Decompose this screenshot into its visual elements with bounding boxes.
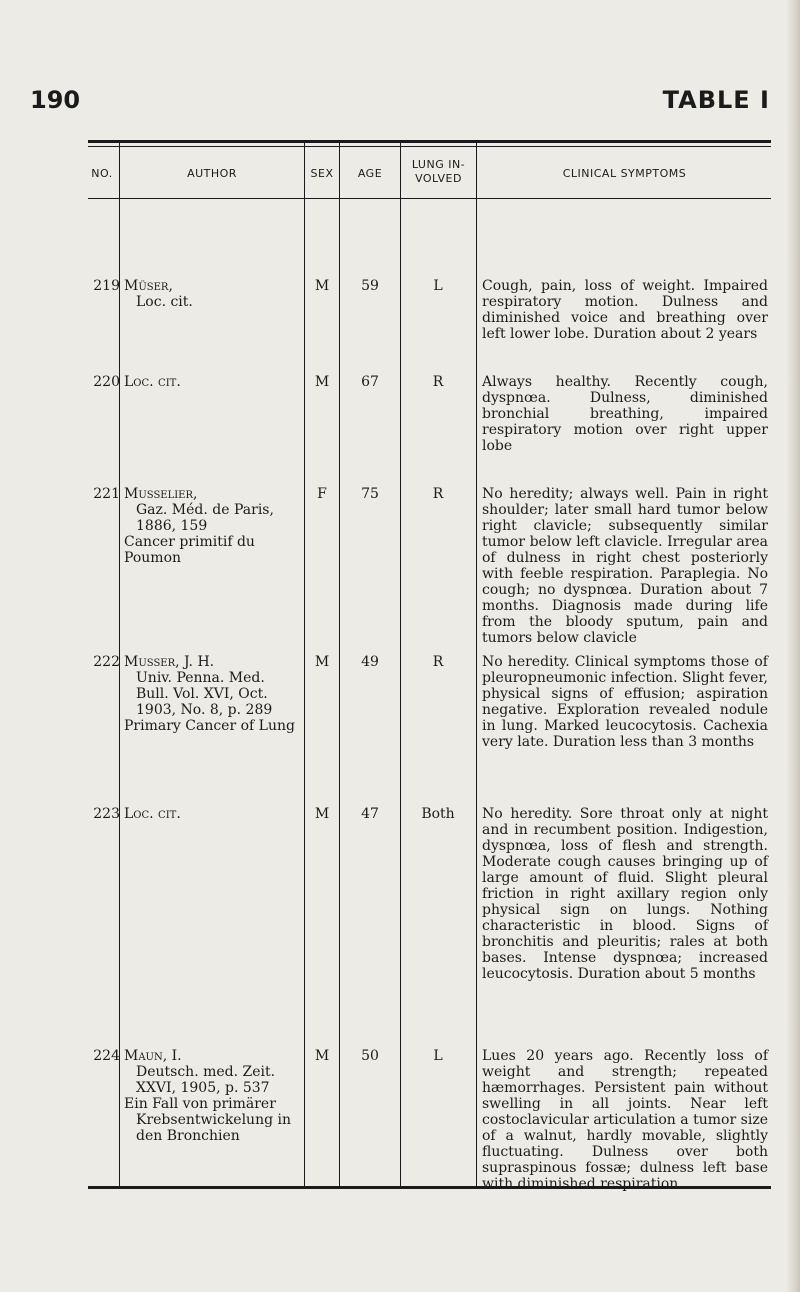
page-edge-shadow: [786, 0, 800, 1292]
col-header-author: AUTHOR: [187, 167, 237, 180]
author-reference: Deutsch. med. Zeit.: [136, 1064, 276, 1080]
col-header-no: NO.: [91, 167, 113, 180]
sex-value: M: [314, 1048, 330, 1064]
author-reference-title: Ein Fall von primärer: [124, 1096, 276, 1112]
page-number: 190: [30, 86, 81, 114]
case-number: 219: [93, 278, 120, 294]
col-header-age: AGE: [357, 167, 383, 180]
author-reference-title: den Bronchien: [136, 1128, 240, 1144]
symptoms-text: No heredity. Sore throat only at night and in recumbent position. Indigestion, dyspnœa, loss of flesh and strength. Moderate cough causes bringing up of large amount of fluid. Slight pleural friction in right axillary region only physical sign on lungs. Nothing characteristic in blood. Signs of bronchitis and pleuritis; rales at both bases. Intense dyspnœa; increased leucocytosis. Duration about 5 months: [482, 806, 768, 982]
sex-value: M: [314, 374, 330, 390]
lung-value: L: [433, 278, 443, 294]
col-header-lung: [401, 158, 476, 186]
age-value: 75: [361, 486, 379, 502]
case-number: 222: [93, 654, 120, 670]
sex-value: F: [317, 486, 327, 502]
author-name: Musser, J. H.: [124, 654, 215, 670]
author-cell: [124, 806, 300, 822]
case-number: 223: [93, 806, 120, 822]
author-reference-title: Krebsentwickelung in: [136, 1112, 291, 1128]
author-reference: Loc. cit.: [124, 374, 181, 390]
lung-value: L: [433, 1048, 443, 1064]
author-reference-title: Cancer primitif du Poumon: [124, 534, 255, 566]
author-reference: XXVI, 1905, p. 537: [136, 1080, 270, 1096]
lung-value: R: [432, 654, 444, 670]
case-number: 221: [93, 486, 120, 502]
author-reference: 1886, 159: [136, 518, 208, 534]
age-value: 50: [361, 1048, 379, 1064]
author-name: Musselier,: [124, 486, 198, 502]
symptoms-text: Always healthy. Recently cough, dyspnœa. Dulness, diminished bronchial breathing, impaired respiratory motion over right upper lobe: [482, 374, 768, 454]
author-reference: Univ. Penna. Med.: [136, 670, 265, 686]
age-value: 59: [361, 278, 379, 294]
lung-value: R: [432, 374, 444, 390]
header-bottom-rule: [88, 198, 771, 199]
author-cell: [124, 486, 300, 566]
author-reference: Gaz. Méd. de Paris,: [136, 502, 274, 518]
author-reference: 1903, No. 8, p. 289: [136, 702, 273, 718]
age-value: 47: [361, 806, 379, 822]
author-name: Müser,: [124, 278, 173, 294]
author-reference: Loc. cit.: [124, 806, 181, 822]
table-top-rule: [88, 140, 771, 143]
symptoms-text: Lues 20 years ago. Recently loss of weight and strength; repeated hæmorrhages. Persistent pain without swelling in all joints. Near left costoclavicular articulation a tumor size of a walnut, hardly movable, slightly fluctuating. Dulness over both supraspinous fossæ; dulness left base with diminished respiration.: [482, 1048, 768, 1192]
table-title: TABLE I: [662, 86, 770, 114]
author-reference-title: Primary Cancer of Lung: [124, 718, 295, 734]
col-header-symptoms: CLINICAL SYMPTOMS: [562, 167, 687, 180]
age-value: 49: [361, 654, 379, 670]
author-cell: [124, 1048, 300, 1144]
col-header-lung-line1: LUNG IN-: [411, 158, 466, 171]
author-cell: [124, 654, 300, 734]
author-cell: [124, 278, 300, 310]
sex-value: M: [314, 806, 330, 822]
author-reference: Bull. Vol. XVI, Oct.: [136, 686, 268, 702]
sex-value: M: [314, 278, 330, 294]
author-name: Maun, I.: [124, 1048, 182, 1064]
column-rule-lung: [476, 142, 477, 1187]
col-header-sex: SEX: [310, 167, 334, 180]
lung-value: Both: [421, 806, 455, 822]
table-top-rule-thin: [88, 146, 771, 147]
page-header: [30, 86, 770, 126]
author-reference: Loc. cit.: [136, 294, 193, 310]
symptoms-text: No heredity; always well. Pain in right shoulder; later small hard tumor below right clavicle; subsequently similar tumor below left clavicle. Irregular area of dulness in right chest posteriorly with feeble respiration. Paraplegia. No cough; no dyspnœa. Duration about 7 months. Diagnosis made during life from the bloody sputum, pain and tumors below clavicle: [482, 486, 768, 646]
col-header-lung-line2: VOLVED: [415, 172, 462, 185]
symptoms-text: No heredity. Clinical symptoms those of pleuropneumonic infection. Slight fever, physical signs of effusion; aspiration negative. Exploration revealed nodule in lung. Marked leucocytosis. Cachexia very late. Duration less than 3 months: [482, 654, 768, 750]
case-number: 220: [93, 374, 120, 390]
age-value: 67: [361, 374, 379, 390]
sex-value: M: [314, 654, 330, 670]
symptoms-text: Cough, pain, loss of weight. Impaired respiratory motion. Dulness and diminished voice and breathing over left lower lobe. Duration about 2 years: [482, 278, 768, 342]
lung-value: R: [432, 486, 444, 502]
author-cell: [124, 374, 300, 390]
case-number: 224: [93, 1048, 120, 1064]
